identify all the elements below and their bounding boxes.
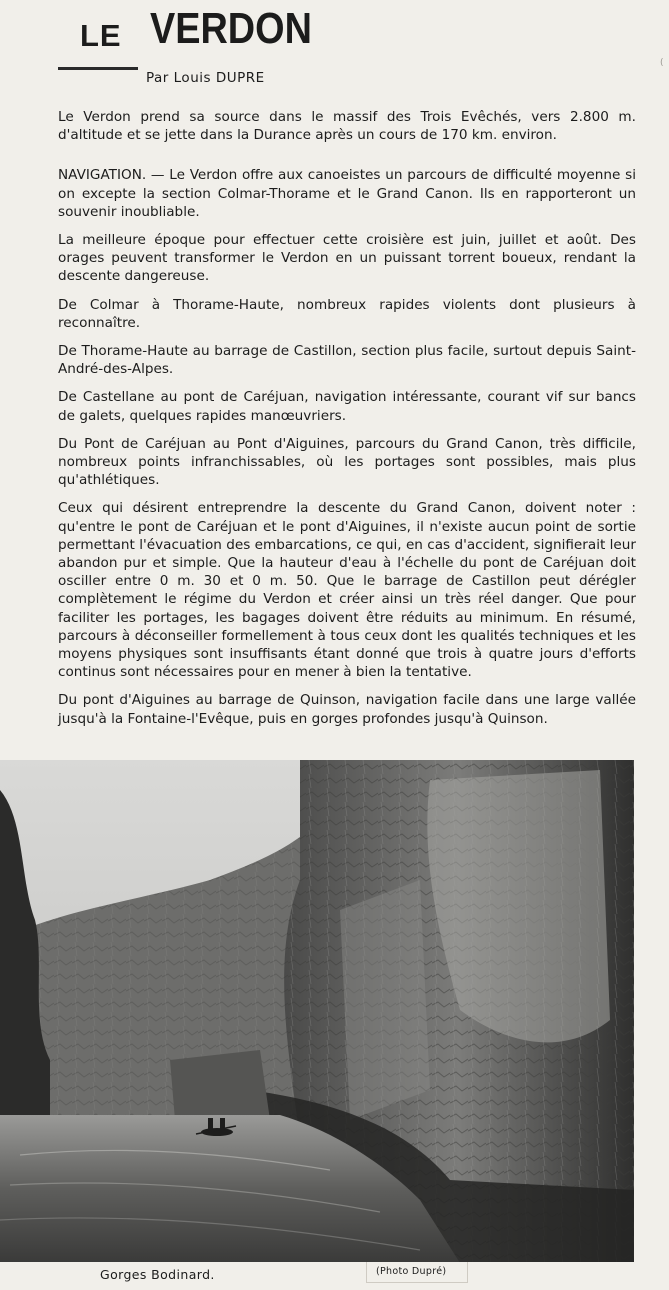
title-prefix: LE: [80, 18, 122, 53]
paragraph-grand-canon: Du Pont de Caréjuan au Pont d'Aiguines, parcours du Grand Canon, très difficile, nombreux points infranchissables, où les portages sont possibles, mais plus qu'athlétiques.: [58, 435, 636, 489]
page-title: VERDON: [150, 4, 312, 53]
paragraph-warning: Ceux qui désirent entreprendre la descente du Grand Canon, doivent noter : qu'entre le pont de Caréjuan et le pont d'Aiguines, il n'existe aucun point de sortie permettant l'évacuation des embarcations, ce qui, en cas d'accident, signifierait leur abandon pur et simple. Que la hauteur d'eau à l'échelle du pont de Caréjuan doit osciller entre 0 m. 30 et 0 m. 50. Que le barrage de Castillon peut dérégler complètement le régime du Verdon et créer ainsi un très réel danger. Que pour faciliter les portages, les bagages doivent être réduits au minimum. En résumé, parcours à déconseiller formellement à tous ceux dont les qualités techniques et les moyens physiques sont insuffisants étant donné que trois à quatre jours d'efforts continus sont nécessaires pour en mener à bien la tentative.: [58, 500, 636, 681]
paragraph-season: La meilleure époque pour effectuer cette croisière est juin, juillet et août. Des orages peuvent transformer le Verdon en un puissant torrent boueux, rendant la descente dangereuse.: [58, 232, 636, 285]
article-body: [58, 108, 636, 738]
photo-credit: (Photo Dupré): [376, 1266, 447, 1277]
title-underline: [58, 67, 138, 70]
paragraph-quinson: Du pont d'Aiguines au barrage de Quinson, navigation facile dans une large vallée jusqu'à la Fontaine-l'Evêque, puis en gorges profondes jusqu'à Quinson.: [58, 692, 636, 727]
paragraph-colmar: De Colmar à Thorame-Haute, nombreux rapides violents dont plusieurs à reconnaître.: [58, 296, 636, 331]
margin-mark: (: [660, 58, 664, 68]
gorge-photo: [0, 760, 634, 1263]
paragraph-source: Le Verdon prend sa source dans le massif des Trois Evêchés, vers 2.800 m. d'altitude et se jette dans la Durance après un cours de 170 km. environ.: [58, 109, 636, 144]
paragraph-castellane: De Castellane au pont de Caréjuan, navigation intéressante, courant vif sur bancs de galets, quelques rapides manœuvriers.: [58, 389, 636, 424]
paragraph-navigation: NAVIGATION. — Le Verdon offre aux canoeistes un parcours de difficulté moyenne si on excepte la section Colmar-Thorame et le Grand Canon. Ils en rapporteront un souvenir inoubliable.: [58, 167, 636, 220]
photo-caption: Gorges Bodinard.: [100, 1267, 215, 1282]
paragraph-thorame: De Thorame-Haute au barrage de Castillon, section plus facile, surtout depuis Saint-André-des-Alpes.: [58, 343, 636, 378]
gorge-photo-drawing: [0, 760, 634, 1263]
author-byline: Par Louis DUPRE: [146, 70, 265, 86]
title-block: [0, 0, 669, 70]
